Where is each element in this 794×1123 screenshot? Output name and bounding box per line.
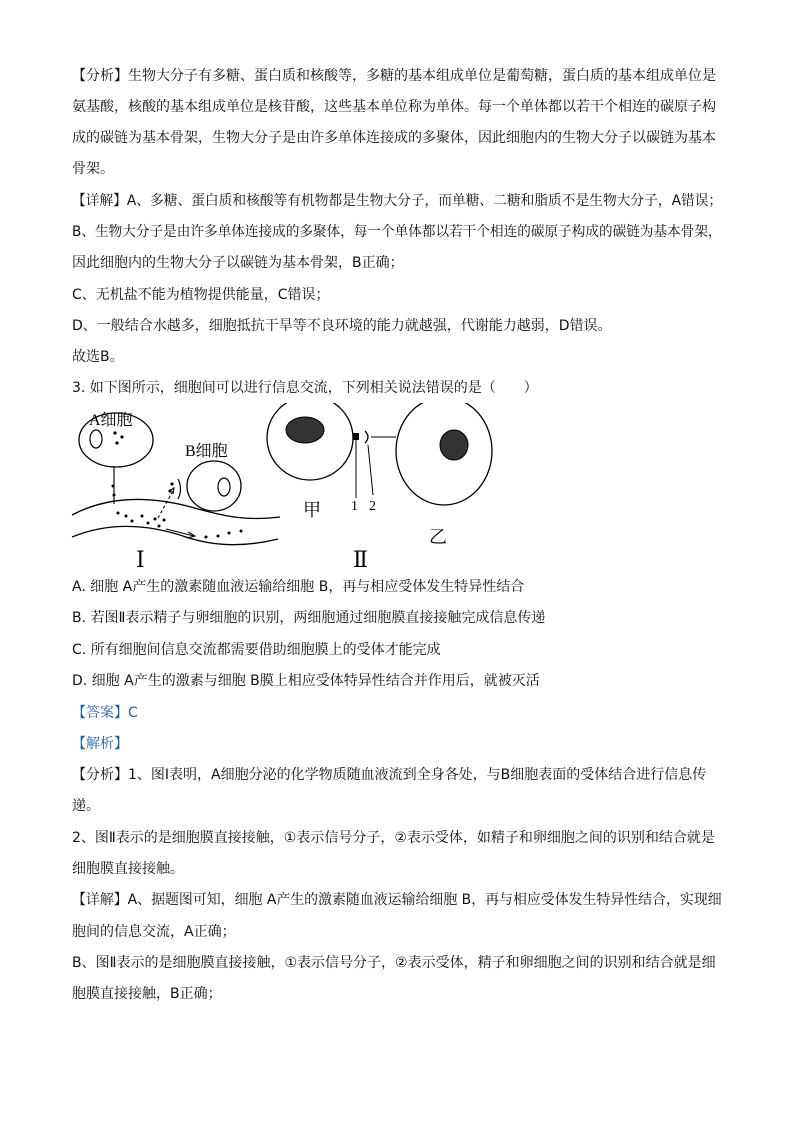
- signal-molecule: [353, 433, 359, 440]
- explanation-heading: 【解析】: [72, 736, 128, 752]
- explanation-line: 2、图Ⅱ表示的是细胞膜直接接触，①表示信号分子，②表示受体，如精子和卵细胞之间的识别和结合就是: [72, 830, 715, 846]
- option-b: B. 若图Ⅱ表示精子与卵细胞的识别，两细胞通过细胞膜直接接触完成信息传递: [72, 610, 546, 626]
- cell-a-nucleus: [90, 430, 102, 448]
- explanation-line: 胞间的信息交流，A正确；: [72, 924, 236, 940]
- cell-b-receptor: [178, 479, 181, 499]
- option-c: C. 所有细胞间信息交流都需要借助细胞膜上的受体才能完成: [72, 642, 441, 658]
- cell-jia-label: 甲: [303, 500, 321, 520]
- explanation-line: 细胞膜直接接触。: [72, 861, 184, 877]
- receptor: [365, 431, 368, 443]
- cell-yi-nucleus: [440, 430, 468, 460]
- question-stem: 3. 如下图所示，细胞间可以进行信息交流，下列相关说法错误的是（ ）: [72, 380, 538, 396]
- cell-jia-nucleus: [286, 417, 324, 443]
- label-2: 2: [369, 499, 376, 514]
- conclusion-line: 故选B。: [72, 349, 124, 365]
- cell-yi-label: 乙: [429, 527, 447, 547]
- cell-a-granules: [113, 431, 123, 444]
- explanation-line: B、图Ⅱ表示的是细胞膜直接接触，①表示信号分子，②表示受体，精子和卵细胞之间的识别和结合就是细: [72, 955, 716, 971]
- hormone-path-arrow: [158, 489, 174, 518]
- cell-b-label: B细胞: [185, 443, 228, 460]
- cell-b-outline: [187, 461, 241, 511]
- cell-communication-figure: [66, 403, 536, 573]
- detail-line: 【详解】A、多糖、蛋白质和核酸等有机物都是生物大分子，而单糖、二糖和脂质不是生物大分子，A错误；: [72, 193, 723, 209]
- answer-label: 【答案】C: [72, 705, 138, 721]
- analysis-line: 骨架。: [72, 161, 114, 177]
- option-a: A. 细胞 A产生的激素随血液运输给细胞 B，再与相应受体发生特异性结合: [72, 579, 525, 595]
- explanation-line: 【分析】1、图Ⅰ表明，A细胞分泌的化学物质随血液流到全身各处，与B细胞表面的受体结合进行信息传: [72, 767, 707, 783]
- detail-line: B、生物大分子是由许多单体连接成的多聚体，每一个单体都以若干个相连的碳原子构成的碳链为基本骨架，: [72, 224, 722, 240]
- label-1: 1: [351, 499, 358, 514]
- detail-line: 因此细胞内的生物大分子以碳链为基本骨架，B正确；: [72, 255, 404, 271]
- figure-ii-label: Ⅱ: [353, 547, 368, 572]
- detail-line: C、无机盐不能为植物提供能量，C错误；: [72, 287, 330, 303]
- pointer-line-2: [368, 445, 373, 495]
- analysis-line: 氨基酸，核酸的基本组成单位是核苷酸，这些基本单位称为单体。每一个单体都以若干个相连的碳原子构: [72, 99, 716, 115]
- cell-a-label: A细胞: [89, 412, 133, 429]
- cell-b-nucleus: [218, 478, 230, 496]
- analysis-line: 【分析】生物大分子有多糖、蛋白质和核酸等，多糖的基本组成单位是葡萄糖，蛋白质的基本组成单位是: [72, 68, 716, 84]
- explanation-line: 【详解】A、据题图可知，细胞 A产生的激素随血液运输给细胞 B，再与相应受体发生特异性结合，实现细: [72, 892, 722, 908]
- analysis-line: 成的碳链为基本骨架，生物大分子是由许多单体连接成的多聚体，因此细胞内的生物大分子以碳链为基本: [72, 130, 716, 146]
- explanation-line: 递。: [72, 798, 100, 814]
- option-d: D. 细胞 A产生的激素与细胞 B膜上相应受体特异性结合并作用后，就被灭活: [72, 673, 540, 689]
- blood-vessel-upper-wall: [72, 499, 280, 518]
- explanation-line: 胞膜直接接触，B正确；: [72, 986, 222, 1002]
- hormone-in-blood: [112, 485, 243, 539]
- detail-line: D、一般结合水越多，细胞抵抗干旱等不良环境的能力就越强，代谢能力越弱，D错误。: [72, 318, 612, 334]
- blood-vessel-lower-wall: [72, 526, 278, 544]
- figure-i-label: Ⅰ: [136, 547, 145, 572]
